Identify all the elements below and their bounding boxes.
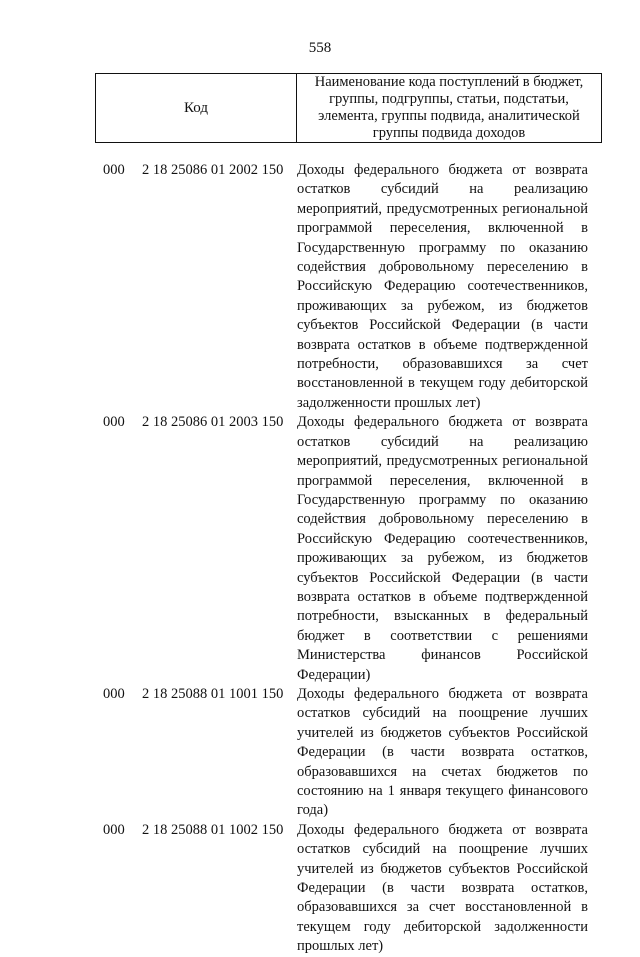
description-line: проживающих за рубежом, из бюджетов: [297, 297, 588, 314]
table-row: [0, 821, 640, 957]
description-line: остатков субсидий на реализацию: [297, 433, 588, 450]
description-line: учителей из бюджетов субъектов Российской: [297, 860, 588, 877]
revenue-description: [297, 685, 588, 821]
description-line: Федерации (в части возврата остатков,: [297, 744, 588, 761]
description-line: прошлых лет): [297, 938, 384, 955]
description-line: восстановленной в текущем году дебиторской: [297, 375, 588, 392]
description-line: возврата остатков в объеме подтвержденной: [297, 336, 588, 353]
description-line: Доходы федерального бюджета от возврата: [297, 162, 588, 178]
table-row: [0, 413, 640, 685]
revenue-code: 2 18 25086 01 2003 150: [142, 414, 284, 431]
description-line: содействия добровольному переселению в: [297, 259, 588, 276]
revenue-code: 2 18 25088 01 1001 150: [142, 685, 284, 702]
description-line: Российскую Федерацию соотечественников,: [297, 530, 588, 547]
description-line: содействия добровольному переселению в: [297, 511, 588, 528]
description-line: образовавшихся на счетах бюджетов по: [297, 763, 588, 780]
description-line: Федерации): [297, 666, 371, 683]
revenue-code: 2 18 25086 01 2002 150: [142, 162, 284, 178]
description-line: возврата остатков в объеме подтвержденной: [297, 588, 588, 605]
admin-code: 000: [103, 414, 125, 431]
description-line: бюджет в соответствии с решениями: [297, 627, 588, 644]
description-line: Доходы федерального бюджета от возврата: [297, 414, 588, 431]
revenue-description: [297, 821, 588, 957]
description-line: субъектов Российской Федерации (в части: [297, 569, 588, 586]
description-line: текущем году дебиторской задолженности: [297, 918, 588, 935]
admin-code: 000: [103, 821, 125, 838]
header-name-label: Наименование кода поступлений в бюджет, группы, подгруппы, статьи, подстатьи, элемента, группы подвида, аналитической группы подвида доходов: [314, 74, 584, 141]
description-line: мероприятий, предусмотренных региональной: [297, 453, 588, 470]
table-header: [95, 73, 602, 143]
admin-code: 000: [103, 685, 125, 702]
revenue-code: 2 18 25088 01 1002 150: [142, 821, 284, 838]
description-line: мероприятий, предусмотренных региональной: [297, 200, 588, 217]
admin-code: 000: [103, 162, 125, 178]
description-line: остатков субсидий на реализацию: [297, 181, 588, 198]
description-line: года): [297, 802, 329, 819]
page-number: 558: [308, 40, 332, 56]
description-line: Российскую Федерацию соотечественников,: [297, 278, 588, 295]
table-row: [0, 161, 640, 413]
description-line: Доходы федерального бюджета от возврата: [297, 685, 588, 702]
header-code-label: Код: [96, 74, 297, 142]
revenue-description: [297, 161, 588, 413]
description-line: программой переселения, включенной в: [297, 220, 588, 237]
description-line: Доходы федерального бюджета от возврата: [297, 821, 588, 838]
description-line: задолженности прошлых лет): [297, 394, 481, 411]
description-line: Федерации (в части возврата остатков,: [297, 880, 588, 897]
description-line: Государственную программу по оказанию: [297, 239, 588, 256]
table-row: [0, 685, 640, 821]
description-line: программой переселения, включенной в: [297, 472, 588, 489]
description-line: учителей из бюджетов субъектов Российской: [297, 724, 588, 741]
description-line: остатков субсидий на поощрение лучших: [297, 705, 588, 722]
description-line: проживающих за рубежом, из бюджетов: [297, 550, 588, 567]
description-line: потребности, взысканных в федеральный: [297, 608, 588, 625]
description-line: образовавшихся за счет восстановленной в: [297, 899, 588, 916]
description-line: Министерства финансов Российской: [297, 647, 588, 664]
description-line: состоянию на 1 января текущего финансового: [297, 783, 588, 799]
description-line: потребности, образовавшихся за счет: [297, 356, 588, 373]
description-line: остатков субсидий на поощрение лучших: [297, 841, 588, 858]
description-line: субъектов Российской Федерации (в части: [297, 317, 588, 334]
description-line: Государственную программу по оказанию: [297, 491, 588, 508]
table-body: [0, 161, 640, 957]
revenue-description: [297, 413, 588, 685]
